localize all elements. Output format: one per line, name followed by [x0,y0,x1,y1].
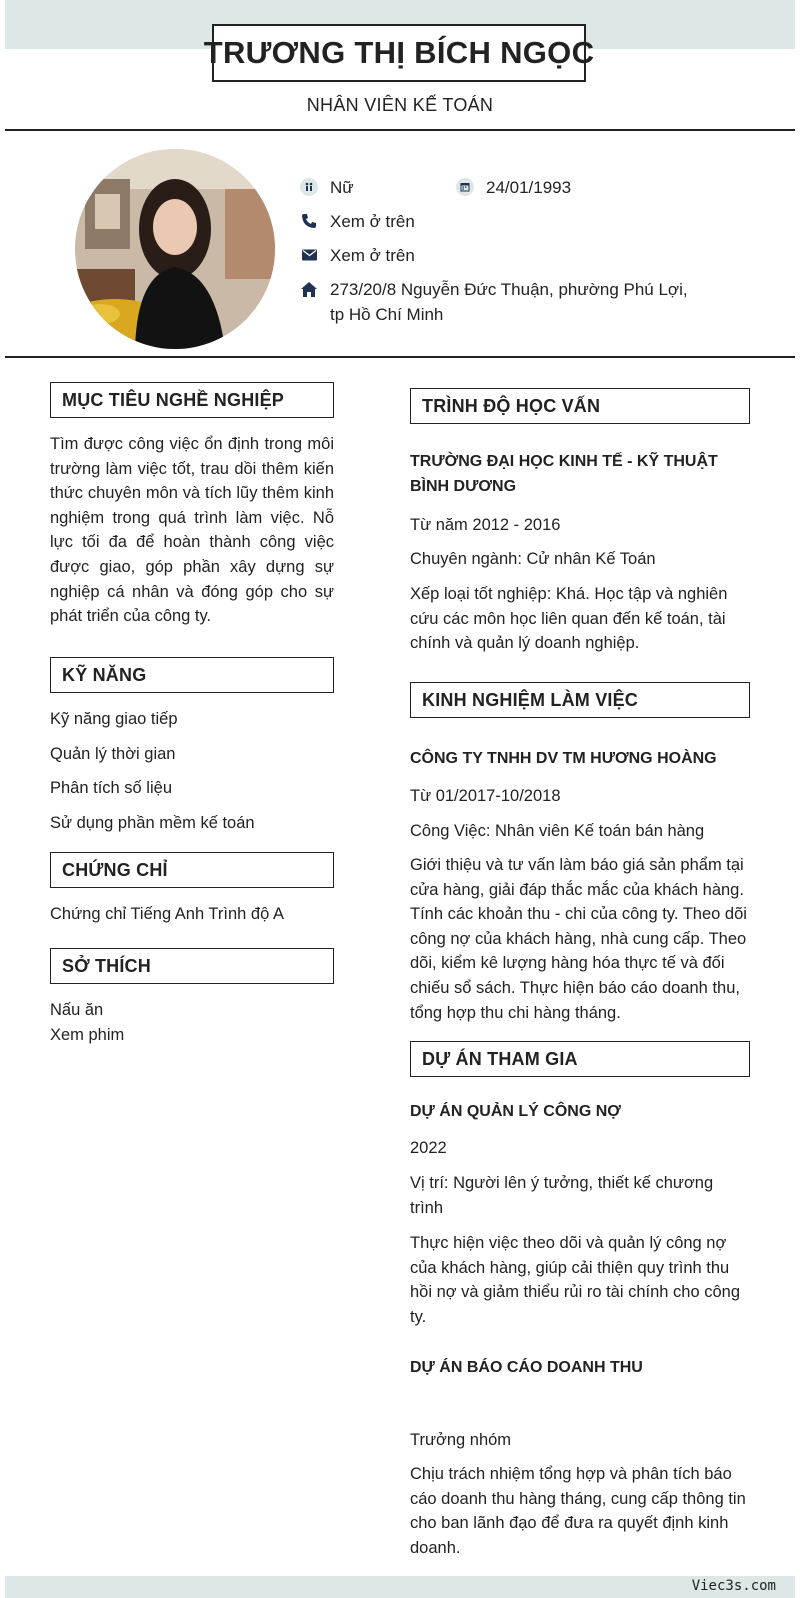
home-icon [300,280,318,298]
phone-icon [300,212,318,230]
hobby-item: Nấu ăn [50,1001,104,1019]
project-name: DỰ ÁN QUẢN LÝ CÔNG NỢ [410,1103,621,1120]
hobbies-heading: SỞ THÍCH [50,948,334,984]
address-line-2: tp Hồ Chí Minh [330,305,444,324]
hobby-item: Xem phim [50,1026,125,1044]
watermark: Viec3s.com [691,1578,776,1594]
certificate-item: Chứng chỉ Tiếng Anh Trình độ A [50,905,284,923]
divider-mid [5,356,795,358]
gender-icon [300,178,318,196]
project-role: Vị trí: Người lên ý tưởng, thiết kế chương trình [410,1174,714,1217]
calendar-icon [456,178,474,196]
objective-text: Tìm được công việc ổn định trong môi trường làm việc tốt, trau dồi thêm kiến thức chuyên môn và tích lũy thêm kinh nghiệm trong quá trình làm việc. Nỗ lực tối đa để hoàn thành công việc được giao, góp phần xây dựng sự nghiệp cá nhân và đóng góp cho sự phát triển của công ty. [50,435,334,626]
address-row [300,277,688,327]
gender-row [300,175,354,200]
skills-heading: KỸ NĂNG [50,657,334,693]
birthdate-value: 24/01/1993 [486,178,572,197]
objective-heading: MỤC TIÊU NGHỀ NGHIỆP [50,382,334,418]
gender-value: Nữ [330,178,354,197]
birthdate-row [456,175,571,200]
certificates-heading: CHỨNG CHỈ [50,852,334,888]
experience-period: Từ 01/2017-10/2018 [410,787,561,805]
profile-photo [75,149,275,349]
candidate-name: TRƯƠNG THỊ BÍCH NGỌC [212,24,586,82]
education-description: Xếp loại tốt nghiệp: Khá. Học tập và nghiên cứu các môn học liên quan đến kế toán, tài chính và quản lý doanh nghiệp. [410,585,728,653]
bottom-band [5,1576,795,1598]
skill-item: Quản lý thời gian [50,745,176,763]
experience-description: Giới thiệu và tư vấn làm báo giá sản phẩm tại cửa hàng, giải đáp thắc mắc của khách hàng. Tính các khoản thu - chi của công ty. Theo dõi công nợ của khách hàng, nhà cung cấp. Theo dõi, kiểm kê lượng hàng hóa thực tế và đối chiếu sổ sách. Thực hiện báo cáo doanh thu, tổng hợp thu chi hàng tháng. [410,856,747,1022]
address-line-1: 273/20/8 Nguyễn Đức Thuận, phường Phú Lợi, [330,280,688,299]
email-row [300,243,415,268]
projects-heading: DỰ ÁN THAM GIA [410,1041,750,1077]
experience-heading: KINH NGHIỆM LÀM VIỆC [410,682,750,718]
email-value: Xem ở trên [330,246,415,265]
phone-value: Xem ở trên [330,212,415,231]
project-description: Chịu trách nhiệm tổng hợp và phân tích báo cáo doanh thu hàng tháng, cung cấp thông tin cho ban lãnh đạo để đưa ra quyết định kinh doanh. [410,1465,746,1557]
education-heading: TRÌNH ĐỘ HỌC VẤN [410,388,750,424]
education-school: TRƯỜNG ĐẠI HỌC KINH TẾ - KỸ THUẬT BÌNH DƯƠNG [410,453,718,495]
job-title: NHÂN VIÊN KẾ TOÁN [306,95,494,115]
experience-company: CÔNG TY TNHH DV TM HƯƠNG HOÀNG [410,750,717,767]
project-description: Thực hiện việc theo dõi và quản lý công nợ của khách hàng, giúp cải thiện quy trình thu hồi nợ và giảm thiểu rủi ro tài chính cho công ty. [410,1234,741,1326]
skill-item: Sử dụng phần mềm kế toán [50,814,255,832]
skill-item: Phân tích số liệu [50,779,172,797]
skill-item: Kỹ năng giao tiếp [50,710,178,728]
project-year: 2022 [410,1139,447,1157]
project-role: Trưởng nhóm [410,1431,512,1449]
phone-row [300,209,415,234]
divider-top [5,129,795,131]
project-name: DỰ ÁN BÁO CÁO DOANH THU [410,1359,643,1376]
education-period: Từ năm 2012 - 2016 [410,516,561,534]
email-icon [300,246,318,264]
education-major: Chuyên ngành: Cử nhân Kế Toán [410,550,656,568]
experience-position: Công Việc: Nhân viên Kế toán bán hàng [410,822,705,840]
